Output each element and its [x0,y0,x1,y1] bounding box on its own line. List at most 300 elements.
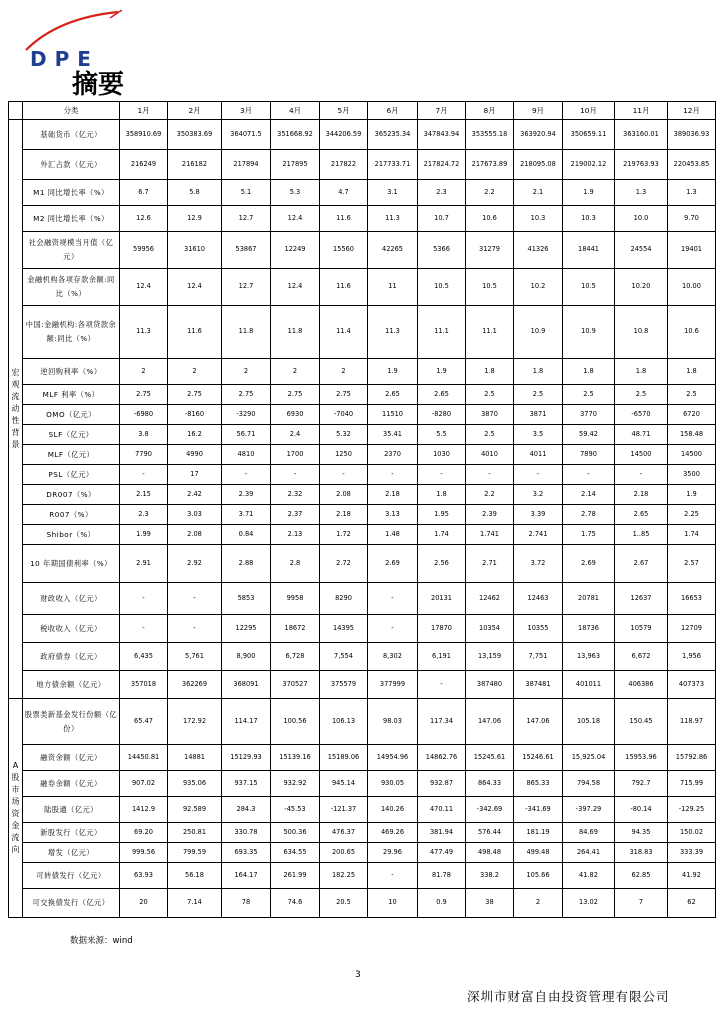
value-cell: 14450.81 [120,745,168,771]
value-cell: 1.8 [514,359,563,385]
value-cell: - [466,465,514,485]
value-cell: 38 [466,889,514,918]
value-cell: 5366 [418,232,466,269]
value-cell: 9958 [271,583,320,615]
value-cell: 147.06 [466,699,514,745]
value-cell: 2.5 [466,385,514,405]
row-label: 基础货币（亿元） [23,120,120,150]
value-cell: 1.74 [668,525,716,545]
value-cell: 10.00 [668,269,716,306]
value-cell: 12637 [615,583,668,615]
value-cell: 16653 [668,583,716,615]
value-cell: 147.06 [514,699,563,745]
value-cell: 10.9 [514,306,563,359]
value-cell: 217895 [271,150,320,180]
page-number: 3 [355,970,361,980]
value-cell: 350659.11 [563,120,615,150]
value-cell: 2.2 [466,180,514,206]
value-cell: 2 [514,889,563,918]
value-cell: 2.88 [222,545,271,583]
row-label: MLF 利率（%） [23,385,120,405]
value-cell: 15189.06 [320,745,368,771]
value-cell: 18736 [563,615,615,643]
value-cell: 12.9 [168,206,222,232]
value-cell: 499.48 [514,843,563,863]
header-cell: 6月 [368,102,418,120]
value-cell: -45.53 [271,797,320,823]
value-cell: - [222,465,271,485]
header-cell: 4月 [271,102,320,120]
value-cell: 2 [271,359,320,385]
value-cell: 8,900 [222,643,271,671]
value-cell: 498.48 [466,843,514,863]
value-cell: 216249 [120,150,168,180]
table-row [9,863,716,889]
value-cell: 63.93 [120,863,168,889]
value-cell: 2.18 [615,485,668,505]
value-cell: 15792.86 [668,745,716,771]
value-cell: 10.0 [615,206,668,232]
table-row [9,525,716,545]
value-cell: 10.9 [563,306,615,359]
value-cell: 56.18 [168,863,222,889]
value-cell: 11.6 [320,206,368,232]
value-cell: 12.7 [222,206,271,232]
value-cell: 10.3 [563,206,615,232]
value-cell: 3.72 [514,545,563,583]
value-cell: 387481 [514,671,563,699]
value-cell: - [368,465,418,485]
value-cell: 78 [222,889,271,918]
value-cell: 2.39 [466,505,514,525]
value-cell: 106.13 [320,699,368,745]
value-cell: 4990 [168,445,222,465]
value-cell: 0.84 [222,525,271,545]
value-cell: 15139.16 [271,745,320,771]
table-row [9,306,716,359]
value-cell: 2.56 [418,545,466,583]
value-cell: 1.9 [668,485,716,505]
value-cell: 5.1 [222,180,271,206]
value-cell: 3.39 [514,505,563,525]
table-row [9,180,716,206]
table-row [9,583,716,615]
value-cell: 377999 [368,671,418,699]
value-cell: 794.58 [563,771,615,797]
value-cell: 219002.12 [563,150,615,180]
value-cell: 1.95 [418,505,466,525]
value-cell: 59956 [120,232,168,269]
value-cell: 10.6 [466,206,514,232]
value-cell: 2.25 [668,505,716,525]
value-cell: 81.78 [418,863,466,889]
value-cell: 17 [168,465,222,485]
value-cell: 500.36 [271,823,320,843]
value-cell: 11.8 [271,306,320,359]
value-cell: 15953.96 [615,745,668,771]
value-cell: 13,159 [466,643,514,671]
table-row [9,269,716,306]
value-cell: 11.3 [368,206,418,232]
value-cell: -341.69 [514,797,563,823]
value-cell: 14500 [615,445,668,465]
value-cell: 150.02 [668,823,716,843]
value-cell: 105.18 [563,699,615,745]
value-cell: 365235.34 [368,120,418,150]
value-cell: - [418,465,466,485]
value-cell: 2.8 [271,545,320,583]
value-cell: 217733.71 [368,150,418,180]
value-cell: 29.96 [368,843,418,863]
value-cell: 114.17 [222,699,271,745]
value-cell: 74.6 [271,889,320,918]
value-cell: 1.8 [418,485,466,505]
table-row [9,823,716,843]
value-cell: -7040 [320,405,368,425]
value-cell: 264.41 [563,843,615,863]
value-cell: 10355 [514,615,563,643]
value-cell: -129.25 [668,797,716,823]
value-cell: 935.06 [168,771,222,797]
value-cell: 406386 [615,671,668,699]
row-label: 逆回购利率（%） [23,359,120,385]
value-cell: - [514,465,563,485]
value-cell: 15246.61 [514,745,563,771]
value-cell: 48.71 [615,425,668,445]
value-cell: 5.8 [168,180,222,206]
value-cell: 11.1 [466,306,514,359]
value-cell: 12249 [271,232,320,269]
value-cell: 4810 [222,445,271,465]
value-cell: 12.4 [271,269,320,306]
value-cell: 2 [222,359,271,385]
header-cell: 11月 [615,102,668,120]
table-row [9,545,716,583]
table-row [9,425,716,445]
value-cell: 364071.5 [222,120,271,150]
value-cell: 2.92 [168,545,222,583]
value-cell: 2.75 [222,385,271,405]
value-cell: 2.65 [615,505,668,525]
header-cell: 分类 [23,102,120,120]
row-label: R007（%） [23,505,120,525]
value-cell: 4.7 [320,180,368,206]
value-cell: 6930 [271,405,320,425]
value-cell: 10.3 [514,206,563,232]
value-cell: 2370 [368,445,418,465]
value-cell: 10.20 [615,269,668,306]
value-cell: 2.4 [271,425,320,445]
value-cell: 3870 [466,405,514,425]
row-label: 新股发行（亿元） [23,823,120,843]
value-cell: 368091 [222,671,271,699]
value-cell: 8,302 [368,643,418,671]
header-cell: 3月 [222,102,271,120]
value-cell: 7890 [563,445,615,465]
value-cell: 10 [368,889,418,918]
value-cell: 284.3 [222,797,271,823]
value-cell: - [271,465,320,485]
value-cell: 2.75 [168,385,222,405]
value-cell: -8160 [168,405,222,425]
table-row [9,797,716,823]
value-cell: 2.75 [271,385,320,405]
value-cell: 8290 [320,583,368,615]
value-cell: 200.65 [320,843,368,863]
group-label-text: A股市场资金流向 [11,761,20,854]
value-cell: 370527 [271,671,320,699]
row-label: OMO（亿元） [23,405,120,425]
value-cell: 218095.08 [514,150,563,180]
value-cell: 0.9 [418,889,466,918]
value-cell: -6980 [120,405,168,425]
value-cell: 10579 [615,615,668,643]
value-cell: 407373 [668,671,716,699]
value-cell: 12462 [466,583,514,615]
value-cell: 353555.18 [466,120,514,150]
value-cell: 358910.69 [120,120,168,150]
value-cell: 1.741 [466,525,514,545]
value-cell: 3.5 [514,425,563,445]
row-label: 融资余额（亿元） [23,745,120,771]
row-label: DR007（%） [23,485,120,505]
value-cell: 2.78 [563,505,615,525]
value-cell: 1.48 [368,525,418,545]
value-cell: 2.75 [320,385,368,405]
value-cell: - [168,583,222,615]
value-cell: 14862.76 [418,745,466,771]
logo-text: DPE [30,47,99,71]
header-corner-cell [9,102,23,120]
row-label: 政府债券（亿元） [23,643,120,671]
row-label: 中国:金融机构:各项贷款余额:同比（%） [23,306,120,359]
table-row [9,359,716,385]
value-cell: 477.49 [418,843,466,863]
value-cell: 16.2 [168,425,222,445]
header-cell: 12月 [668,102,716,120]
value-cell: 7 [615,889,668,918]
value-cell: 2.65 [368,385,418,405]
row-label: 外汇占款（亿元） [23,150,120,180]
value-cell: 41.92 [668,863,716,889]
value-cell: 11510 [368,405,418,425]
value-cell: 576.44 [466,823,514,843]
value-cell: 2.741 [514,525,563,545]
company-footer: 深圳市财富自由投资管理有限公司 [467,989,670,1004]
page-title: 摘要 [72,70,125,100]
row-label: Shibor（%） [23,525,120,545]
value-cell: 318.83 [615,843,668,863]
value-cell: - [120,615,168,643]
value-cell: 20781 [563,583,615,615]
value-cell: 401011 [563,671,615,699]
value-cell: 19401 [668,232,716,269]
value-cell: 42265 [368,232,418,269]
value-cell: 20131 [418,583,466,615]
value-cell: 2.69 [563,545,615,583]
value-cell: 10.5 [466,269,514,306]
value-cell: 31279 [466,232,514,269]
value-cell: -397.29 [563,797,615,823]
value-cell: 330.78 [222,823,271,843]
value-cell: 2.71 [466,545,514,583]
row-label: 股票类新基金发行份额（亿份） [23,699,120,745]
row-label: 10 年期国债利率（%） [23,545,120,583]
value-cell: 92.589 [168,797,222,823]
table-row [9,671,716,699]
value-cell: 1..85 [615,525,668,545]
value-cell: 7,554 [320,643,368,671]
value-cell: 1.9 [563,180,615,206]
value-cell: 6.7 [120,180,168,206]
value-cell: 1.8 [668,359,716,385]
value-cell: 13,963 [563,643,615,671]
value-cell: 41326 [514,232,563,269]
value-cell: 799.59 [168,843,222,863]
summary-table [8,101,716,918]
value-cell: 2.42 [168,485,222,505]
value-cell: 250.81 [168,823,222,843]
value-cell: - [368,615,418,643]
value-cell: 469.26 [368,823,418,843]
value-cell: 216182 [168,150,222,180]
value-cell: 2 [320,359,368,385]
value-cell: 1.72 [320,525,368,545]
value-cell: 24554 [615,232,668,269]
value-cell: 65.47 [120,699,168,745]
row-label: 社会融资规模当月值（亿元） [23,232,120,269]
value-cell: -3290 [222,405,271,425]
value-cell: 100.56 [271,699,320,745]
value-cell: 381.94 [418,823,466,843]
header-cell: 1月 [120,102,168,120]
table-row [9,120,716,150]
value-cell: 84.69 [563,823,615,843]
value-cell: 181.19 [514,823,563,843]
value-cell: 1.9 [368,359,418,385]
value-cell: 11.3 [368,306,418,359]
value-cell: 4011 [514,445,563,465]
value-cell: 634.55 [271,843,320,863]
table-row [9,699,716,745]
table-row [9,405,716,425]
value-cell: 693.35 [222,843,271,863]
value-cell: 14954.96 [368,745,418,771]
value-cell: 865.33 [514,771,563,797]
value-cell: - [320,465,368,485]
table-row [9,615,716,643]
value-cell: 3.2 [514,485,563,505]
value-cell: -342.69 [466,797,514,823]
value-cell: 999.56 [120,843,168,863]
value-cell: 2.14 [563,485,615,505]
value-cell: 220453.85 [668,150,716,180]
value-cell: 387480 [466,671,514,699]
value-cell: 11.6 [168,306,222,359]
row-label: M1 同比增长率（%） [23,180,120,206]
value-cell: 864.33 [466,771,514,797]
value-cell: - [120,583,168,615]
value-cell: 363160.01 [615,120,668,150]
value-cell: 11.8 [222,306,271,359]
value-cell: 12295 [222,615,271,643]
group-label-text: 宏观流动性背景 [11,368,20,449]
value-cell: 375579 [320,671,368,699]
value-cell: - [563,465,615,485]
value-cell: 15560 [320,232,368,269]
value-cell: 2.5 [563,385,615,405]
value-cell: 7790 [120,445,168,465]
value-cell: 2.5 [466,425,514,445]
value-cell: 3770 [563,405,615,425]
value-cell: 389036.93 [668,120,716,150]
value-cell: 164.17 [222,863,271,889]
value-cell: -6570 [615,405,668,425]
value-cell: 2.08 [320,485,368,505]
table-row [9,232,716,269]
value-cell: 172.92 [168,699,222,745]
value-cell: 2.37 [271,505,320,525]
value-cell: 12.4 [120,269,168,306]
value-cell: - [368,583,418,615]
value-cell: 10354 [466,615,514,643]
value-cell: 2.3 [418,180,466,206]
row-label: 融券余额（亿元） [23,771,120,797]
value-cell: 35.41 [368,425,418,445]
value-cell: 11 [368,269,418,306]
value-cell: 105.66 [514,863,563,889]
table-row [9,385,716,405]
value-cell: - [168,615,222,643]
header-cell: 10月 [563,102,615,120]
value-cell: 1700 [271,445,320,465]
table-row [9,485,716,505]
value-cell: 15129.93 [222,745,271,771]
value-cell: - [615,465,668,485]
value-cell: 3.03 [168,505,222,525]
value-cell: 2.39 [222,485,271,505]
value-cell: 2 [168,359,222,385]
value-cell: 10.8 [615,306,668,359]
row-label: 税收收入（亿元） [23,615,120,643]
value-cell: 41.82 [563,863,615,889]
value-cell: 12709 [668,615,716,643]
value-cell: 12.7 [222,269,271,306]
value-cell: 351668.92 [271,120,320,150]
row-label: 陆股通（亿元） [23,797,120,823]
value-cell: 15,925.04 [563,745,615,771]
value-cell: 18672 [271,615,320,643]
value-cell: 62.85 [615,863,668,889]
value-cell: 1250 [320,445,368,465]
value-cell: 6,191 [418,643,466,671]
value-cell: 140.26 [368,797,418,823]
value-cell: 347843.94 [418,120,466,150]
value-cell: 12.6 [120,206,168,232]
value-cell: 2.72 [320,545,368,583]
value-cell: 6,435 [120,643,168,671]
value-cell: 2.91 [120,545,168,583]
row-label: 可交换债发行（亿元） [23,889,120,918]
value-cell: 6,672 [615,643,668,671]
table-row [9,206,716,232]
value-cell: 1.3 [668,180,716,206]
table-row [9,150,716,180]
value-cell: 11.1 [418,306,466,359]
value-cell: 2.1 [514,180,563,206]
value-cell: 53867 [222,232,271,269]
value-cell: -80.14 [615,797,668,823]
